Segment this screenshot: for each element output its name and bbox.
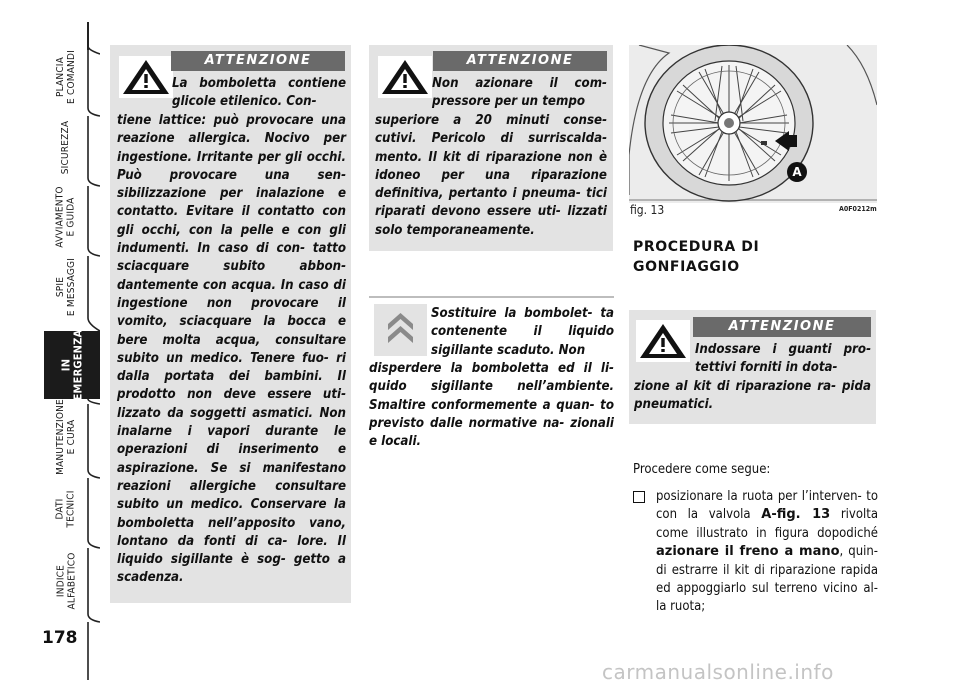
procedure-step-text: posizionare la ruota per l’interven- to con la valvola A-fig. 13 rivolta come illustrato in figura dopodiché azionare il freno a mano, quin- di estrarre il kit di riparazione rapida ed appoggiarlo sul terreno vicino al- la ruota; <box>656 489 879 615</box>
nav-tab-label: IN EMERGENZA <box>59 329 84 401</box>
side-navigation <box>0 0 100 692</box>
chevron-up-icon <box>374 304 427 356</box>
note-body-text: disperdere la bomboletta ed il li- quido sigillante nell’ambiente. Smaltire conformemente a quan- to previsto dalle normative na- zionali e locali. <box>369 361 614 450</box>
nav-tab-label: AVVIAMENTO E GUIDA <box>55 186 77 248</box>
note-block <box>369 296 614 456</box>
section-title-line1: PROCEDURA DI <box>633 239 760 255</box>
warning-body-text: superiore a 20 minuti conse- cutivi. Pericolo di surriscalda- mento. Il kit di riparazione non è idoneo per una riparazione definitiva, pertanto i pneuma- tici riparati devono essere uti- lizzati solo temporaneamente. <box>375 113 607 238</box>
procedure-step-1 <box>633 488 878 617</box>
warning-body-text: tiene lattice: può provocare una reazione allergica. Nocivo per ingestione. Irritante per gli occhi. Può provocare una sen- sibilizzazione per inalazione e contatto. Evitare il contatto con gli occhi, con la pelle e con gli indumenti. In caso di con- tatto sciacquare subito abbon- dantemente con acqua. In caso di ingestione non provocare il vomito, sciacquare la bocca e bere molta acqua, consultare subito un medico. Tenere fuo- ri dalla portata dei bambini. Il prodotto non deve essere uti- lizzato da soggetti asmatici. Non inalarne i vapori durante le operazioni di inserimento e aspirazione. Se si manifestano reazioni allergiche consultare subito un medico. Conservare la bomboletta nell’apposito vano, lontano da fonti di ca- lore. Il liquido sigillante è sog- getto a scadenza. <box>117 113 346 586</box>
warning-triangle-icon <box>378 56 432 98</box>
nav-tab-label: SPIE E MESSAGGI <box>55 257 78 317</box>
nav-tab-label: SICUREZZA <box>60 120 72 174</box>
note-icon-box <box>374 304 427 356</box>
wheel-illustration <box>629 45 877 203</box>
note-lead-text: Sostituire la bombolet- ta contenente il liquido sigillante scaduto. Non <box>431 306 614 358</box>
bullet-square-icon <box>633 491 645 503</box>
watermark: carmanualsonline.info <box>602 660 834 684</box>
figure-caption: fig. 13 <box>630 203 665 217</box>
warning-box-guanti <box>629 310 876 424</box>
section-title <box>633 237 759 277</box>
nav-tab-separators <box>0 0 100 692</box>
page-number: 178 <box>42 628 78 648</box>
nav-tab-label: DATI TECNICI <box>55 490 77 528</box>
callout-a-badge: A <box>787 162 807 182</box>
warning-triangle-icon <box>636 320 690 362</box>
wheel-figure <box>629 45 877 203</box>
attention-header: ATTENZIONE <box>693 317 871 337</box>
attention-header: ATTENZIONE <box>171 51 345 71</box>
attention-header: ATTENZIONE <box>433 51 607 71</box>
warning-body-text: zione al kit di riparazione ra- pida pneumatici. <box>634 379 871 413</box>
section-title-line2: GONFIAGGIO <box>633 259 740 275</box>
nav-tab-label: MANUTENZIONE E CURA <box>55 399 77 475</box>
nav-tab-label: PLANCIA E COMANDI <box>55 50 77 104</box>
warning-lead-text: Non azionare il com- pressore per un tempo <box>432 76 607 110</box>
procedure-intro: Procedere come segue: <box>633 462 771 477</box>
warning-lead-text: La bomboletta contiene glicole etilenico. Con- <box>172 76 346 110</box>
warning-triangle-icon <box>119 56 173 98</box>
warning-lead-text: Indossare i guanti pro- tettivi forniti in dota- <box>695 342 871 376</box>
note-top-rule <box>369 296 614 298</box>
warning-box-compressore <box>369 45 613 251</box>
warning-box-glicole <box>110 45 351 603</box>
figure-code: A0F0212m <box>839 205 877 213</box>
nav-tab-label: INDICE ALFABETICO <box>55 552 77 610</box>
